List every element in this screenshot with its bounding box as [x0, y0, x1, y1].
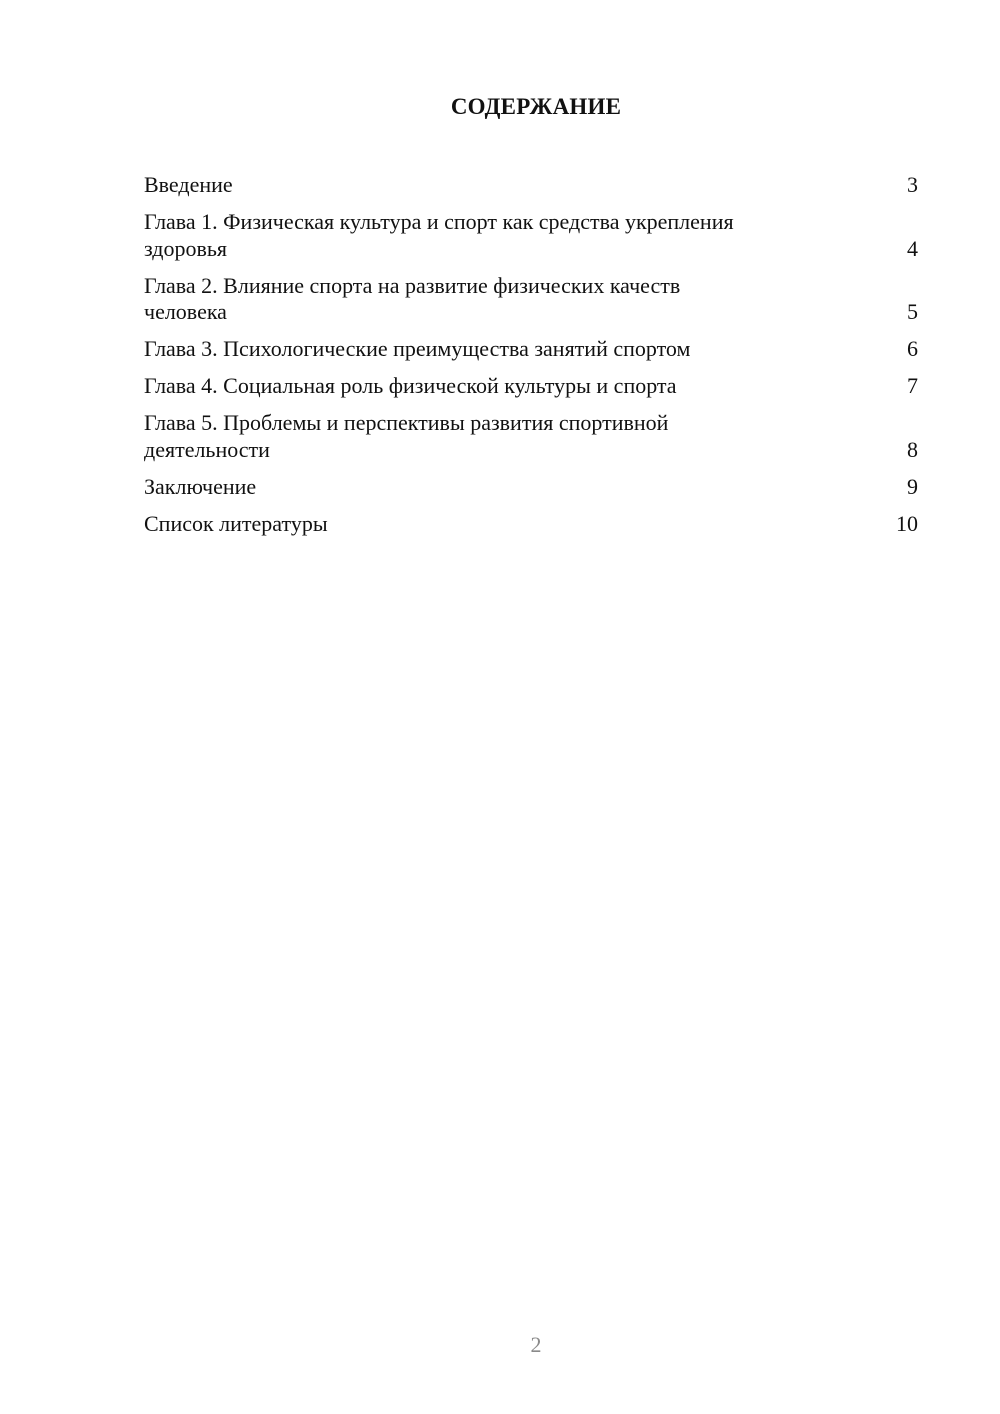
toc-entry-chapter-1 [144, 209, 918, 262]
page-title: СОДЕРЖАНИЕ [450, 94, 622, 119]
toc-entry-page: 3 [907, 172, 918, 197]
toc-entry-line: Введение [144, 172, 233, 197]
toc-entry-text [144, 410, 834, 463]
toc-entry-page: 6 [907, 336, 918, 361]
toc-entry-introduction [144, 172, 918, 199]
toc-entry-page: 10 [896, 510, 918, 536]
toc-entry-text [144, 474, 834, 501]
toc-entry-text [144, 209, 834, 262]
toc-entry-line: человека [144, 299, 227, 324]
toc-entry-line: Список литературы [144, 510, 328, 536]
toc-entry-line: Глава 3. Психологические преимущества занятий спортом [144, 336, 691, 361]
toc-entry-page: 4 [907, 235, 918, 261]
toc-entry-conclusion [144, 474, 918, 501]
toc-entry-line: деятельности [144, 436, 270, 462]
toc-entry-text [144, 336, 834, 363]
toc-entry-page: 5 [907, 299, 918, 324]
toc-entry-chapter-3 [144, 336, 918, 363]
toc-entry-line: Глава 1. Физическая культура и спорт как средства укрепления [144, 209, 734, 234]
toc-entry-text [144, 373, 834, 400]
toc-entry-line: Глава 2. Влияние спорта на развитие физических качеств [144, 272, 681, 298]
toc-entry-line: Глава 4. Социальная роль физической культуры и спорта [144, 373, 677, 398]
page-number: 2 [530, 1332, 542, 1357]
toc-entry-line: здоровья [144, 235, 228, 261]
toc-entry-line: Глава 5. Проблемы и перспективы развития спортивной [144, 410, 669, 435]
toc-entry-page: 9 [907, 473, 918, 499]
toc-entry-chapter-4 [144, 373, 918, 400]
toc-entry-chapter-5 [144, 410, 918, 463]
toc-entry-page: 8 [907, 436, 918, 462]
toc-entry-text [144, 511, 834, 538]
toc-entry-text [144, 172, 834, 199]
toc-entry-text [144, 273, 834, 326]
toc-entry-references [144, 511, 918, 538]
table-of-contents [144, 172, 918, 548]
toc-entry-line: Заключение [144, 473, 257, 499]
toc-entry-chapter-2 [144, 273, 918, 326]
toc-entry-page: 7 [907, 373, 918, 398]
